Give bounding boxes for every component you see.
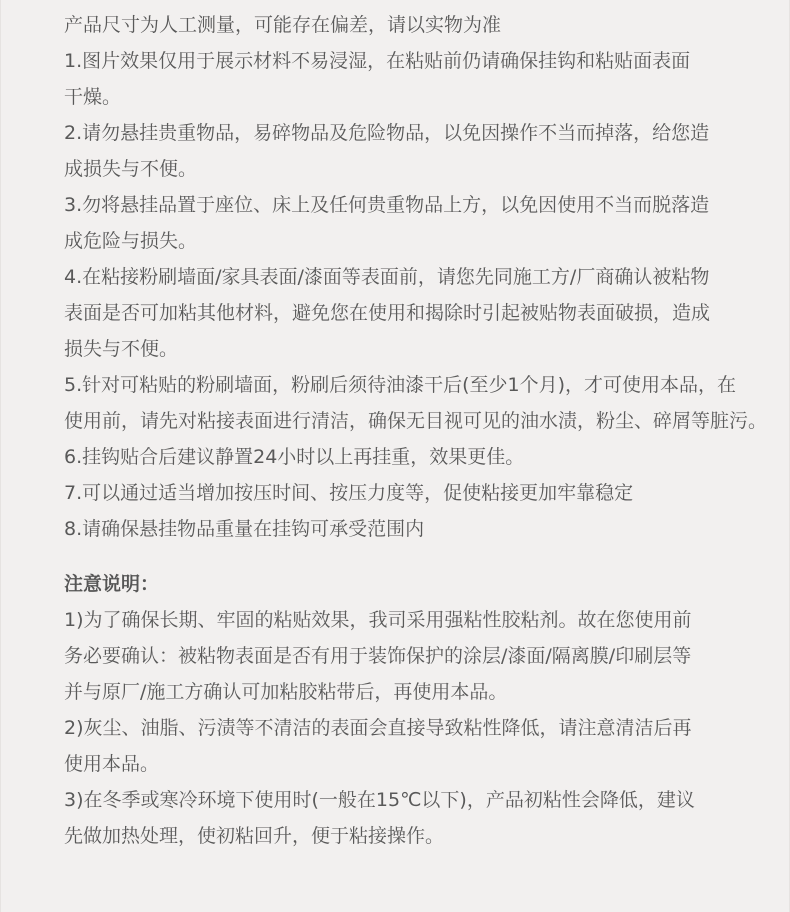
notice-item-5-line-1: 5.针对可粘贴的粉刷墙面，粉刷后须待油漆干后(至少1个月)，才可使用本品，在 bbox=[64, 374, 737, 396]
notice-item-4 bbox=[64, 259, 789, 367]
caution-item-3-line-1: 3)在冬季或寒冷环境下使用时(一般在15℃以下)，产品初粘性会降低，建议 bbox=[64, 789, 695, 811]
notice-item-2 bbox=[64, 115, 789, 187]
notice-item-8 bbox=[64, 511, 789, 547]
caution-item-3-line-2: 先做加热处理，使初粘回升，便于粘接操作。 bbox=[64, 825, 445, 847]
notice-item-1-line-2: 干燥。 bbox=[64, 86, 122, 108]
notice-item-4-line-2: 表面是否可加粘其他材料，避免您在使用和揭除时引起被贴物表面破损，造成 bbox=[64, 302, 711, 324]
caution-item-2-line-1: 2)灰尘、油脂、污渍等不清洁的表面会直接导致粘性降低，请注意清洁后再 bbox=[64, 717, 692, 739]
caution-item-1-line-3: 并与原厂/施工方确认可加粘胶粘带后，再使用本品。 bbox=[64, 681, 508, 703]
notice-item-7 bbox=[64, 475, 789, 511]
notice-item-4-line-3: 损失与不便。 bbox=[64, 338, 179, 360]
notice-item-5-line-2: 使用前，请先对粘接表面进行清洁，确保无目视可见的油水渍，粉尘、碎屑等脏污。 bbox=[64, 410, 768, 432]
caution-item-3 bbox=[64, 782, 789, 854]
notice-item-6 bbox=[64, 439, 789, 475]
notice-item-3 bbox=[64, 187, 789, 259]
caution-heading: 注意说明： bbox=[64, 573, 160, 595]
caution-item-1-line-2: 务必要确认：被粘物表面是否有用于装饰保护的涂层/漆面/隔离膜/印刷层等 bbox=[64, 645, 692, 667]
notice-item-2-line-1: 2.请勿悬挂贵重物品，易碎物品及危险物品，以免因操作不当而掉落，给您造 bbox=[64, 122, 710, 144]
caution-item-2-line-2: 使用本品。 bbox=[64, 753, 160, 775]
notice-item-8-line-1: 8.请确保悬挂物品重量在挂钩可承受范围内 bbox=[64, 518, 425, 540]
notice-item-7-line-1: 7.可以通过适当增加按压时间、按压力度等，促使粘接更加牢靠稳定 bbox=[64, 482, 634, 504]
notice-item-6-line-1: 6.挂钩贴合后建议静置24小时以上再挂重，效果更佳。 bbox=[64, 446, 525, 468]
notice-item-5 bbox=[64, 367, 789, 439]
notice-item-2-line-2: 成损失与不便。 bbox=[64, 158, 198, 180]
notice-intro: 产品尺寸为人工测量，可能存在偏差，请以实物为准 bbox=[64, 14, 502, 36]
caution-item-2 bbox=[64, 710, 789, 782]
notice-item-3-line-1: 3.勿将悬挂品置于座位、床上及任何贵重物品上方，以免因使用不当而脱落造 bbox=[64, 194, 710, 216]
notice-item-1 bbox=[64, 43, 789, 115]
caution-item-1 bbox=[64, 602, 789, 710]
notice-item-1-line-1: 1.图片效果仅用于展示材料不易浸湿，在粘贴前仍请确保挂钩和粘贴面表面 bbox=[64, 50, 691, 72]
notice-item-3-line-2: 成危险与损失。 bbox=[64, 230, 198, 252]
notice-item-4-line-1: 4.在粘接粉刷墙面/家具表面/漆面等表面前，请您先同施工方/厂商确认被粘物 bbox=[64, 266, 710, 288]
caution-item-1-line-1: 1)为了确保长期、牢固的粘贴效果，我司采用强粘性胶粘剂。故在您使用前 bbox=[64, 609, 692, 631]
